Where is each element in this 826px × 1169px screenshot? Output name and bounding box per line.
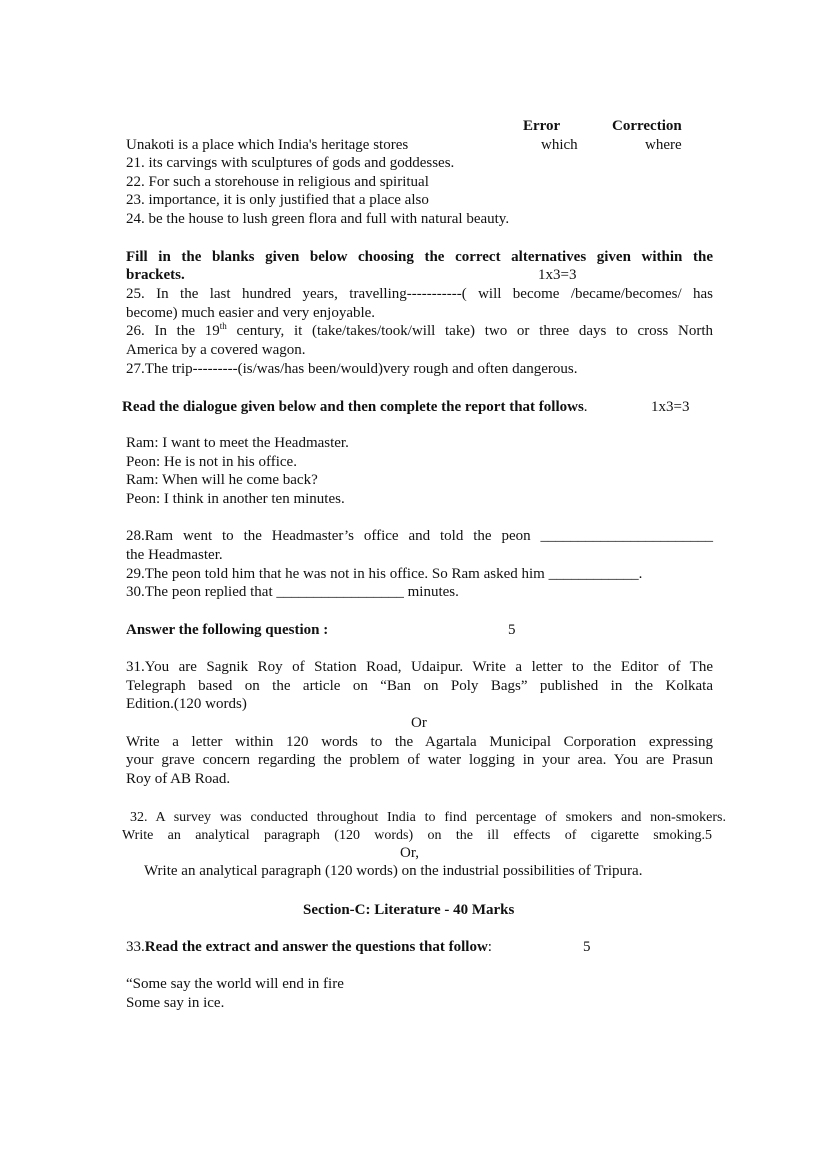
dialogue-line: Peon: I think in another ten minutes. bbox=[126, 491, 345, 507]
question-28-cont: the Headmaster. bbox=[126, 547, 223, 563]
table-row-text: Unakoti is a place which India's heritage stores bbox=[126, 137, 409, 153]
fill-blanks-heading: Fill in the blanks given below choosing the correct alternatives given within the bbox=[126, 249, 713, 265]
question-33 bbox=[126, 938, 492, 957]
question-32-alt: Write an analytical paragraph (120 words) on the industrial possibilities of Tripura. bbox=[144, 863, 643, 879]
question-33-colon: : bbox=[487, 939, 492, 955]
poem-line: “Some say the world will end in fire bbox=[126, 976, 344, 992]
dialogue-heading-text: Read the dialogue given below and then complete the report that follows bbox=[122, 399, 584, 415]
dialogue-marks: 1x3=3 bbox=[651, 399, 690, 415]
answer-marks: 5 bbox=[508, 622, 516, 638]
fill-blanks-heading-end: brackets. bbox=[126, 267, 185, 283]
dialogue-line: Peon: He is not in his office. bbox=[126, 454, 297, 470]
question-22: 22. For such a storehouse in religious and spiritual bbox=[126, 174, 429, 190]
question-27: 27.The trip---------(is/was/has been/would)very rough and often dangerous. bbox=[126, 361, 578, 377]
question-31-alt: Write a letter within 120 words to the Agartala Municipal Corporation expressing bbox=[126, 734, 713, 750]
question-26-sup: th bbox=[219, 321, 227, 331]
question-25: 25. In the last hundred years, travelling-----------( will become /became/becomes/ has bbox=[126, 286, 713, 302]
question-21: 21. its carvings with sculptures of gods and goddesses. bbox=[126, 155, 455, 171]
poem-line: Some say in ice. bbox=[126, 995, 225, 1011]
question-29: 29.The peon told him that he was not in his office. So Ram asked him ____________. bbox=[126, 566, 643, 582]
dialogue-line: Ram: When will he come back? bbox=[126, 472, 318, 488]
question-33-heading: Read the extract and answer the questions that follow bbox=[144, 939, 488, 955]
table-row-error: which bbox=[541, 137, 578, 153]
question-32-line2: Write an analytical paragraph (120 words) on the ill effects of cigarette smoking.5 bbox=[122, 828, 712, 843]
question-33-marks: 5 bbox=[583, 939, 591, 955]
question-32: 32. A survey was conducted throughout India to find percentage of smokers and non-smokers. bbox=[130, 810, 726, 825]
correction-header: Correction bbox=[612, 118, 682, 134]
table-row-correction: where bbox=[645, 137, 682, 153]
question-31-alt-line2: your grave concern regarding the problem of water logging in your area. You are Prasun bbox=[126, 752, 713, 768]
question-25-cont: become) much easier and very enjoyable. bbox=[126, 305, 376, 321]
question-24: 24. be the house to lush green flora and full with natural beauty. bbox=[126, 211, 510, 227]
question-30: 30.The peon replied that _________________ minutes. bbox=[126, 584, 459, 600]
dialogue-heading bbox=[122, 398, 588, 417]
question-31: 31.You are Sagnik Roy of Station Road, Udaipur. Write a letter to the Editor of The bbox=[126, 659, 713, 675]
question-26 bbox=[126, 322, 713, 341]
error-header: Error bbox=[523, 118, 561, 134]
answer-heading: Answer the following question : bbox=[126, 622, 329, 638]
section-c-title: Section-C: Literature - 40 Marks bbox=[303, 902, 515, 918]
question-26-pre: 26. In the 19 bbox=[126, 323, 220, 339]
or-separator: Or bbox=[411, 715, 427, 731]
question-23: 23. importance, it is only justified that a place also bbox=[126, 192, 429, 208]
fill-blanks-marks: 1x3=3 bbox=[538, 267, 577, 283]
question-31-line2: Telegraph based on the article on “Ban on Poly Bags” published in the Kolkata bbox=[126, 678, 713, 694]
question-31-alt-line3: Roy of AB Road. bbox=[126, 771, 231, 787]
or-separator: Or, bbox=[400, 845, 419, 861]
question-26-post: century, it (take/takes/took/will take) two or three days to cross North bbox=[226, 323, 713, 339]
question-33-num: 33. bbox=[126, 939, 145, 955]
question-28: 28.Ram went to the Headmaster’s office and told the peon _______________________ bbox=[126, 528, 713, 544]
question-26-cont: America by a covered wagon. bbox=[126, 342, 306, 358]
dialogue-heading-end: . bbox=[583, 399, 588, 415]
dialogue-line: Ram: I want to meet the Headmaster. bbox=[126, 435, 349, 451]
question-31-line3: Edition.(120 words) bbox=[126, 696, 247, 712]
